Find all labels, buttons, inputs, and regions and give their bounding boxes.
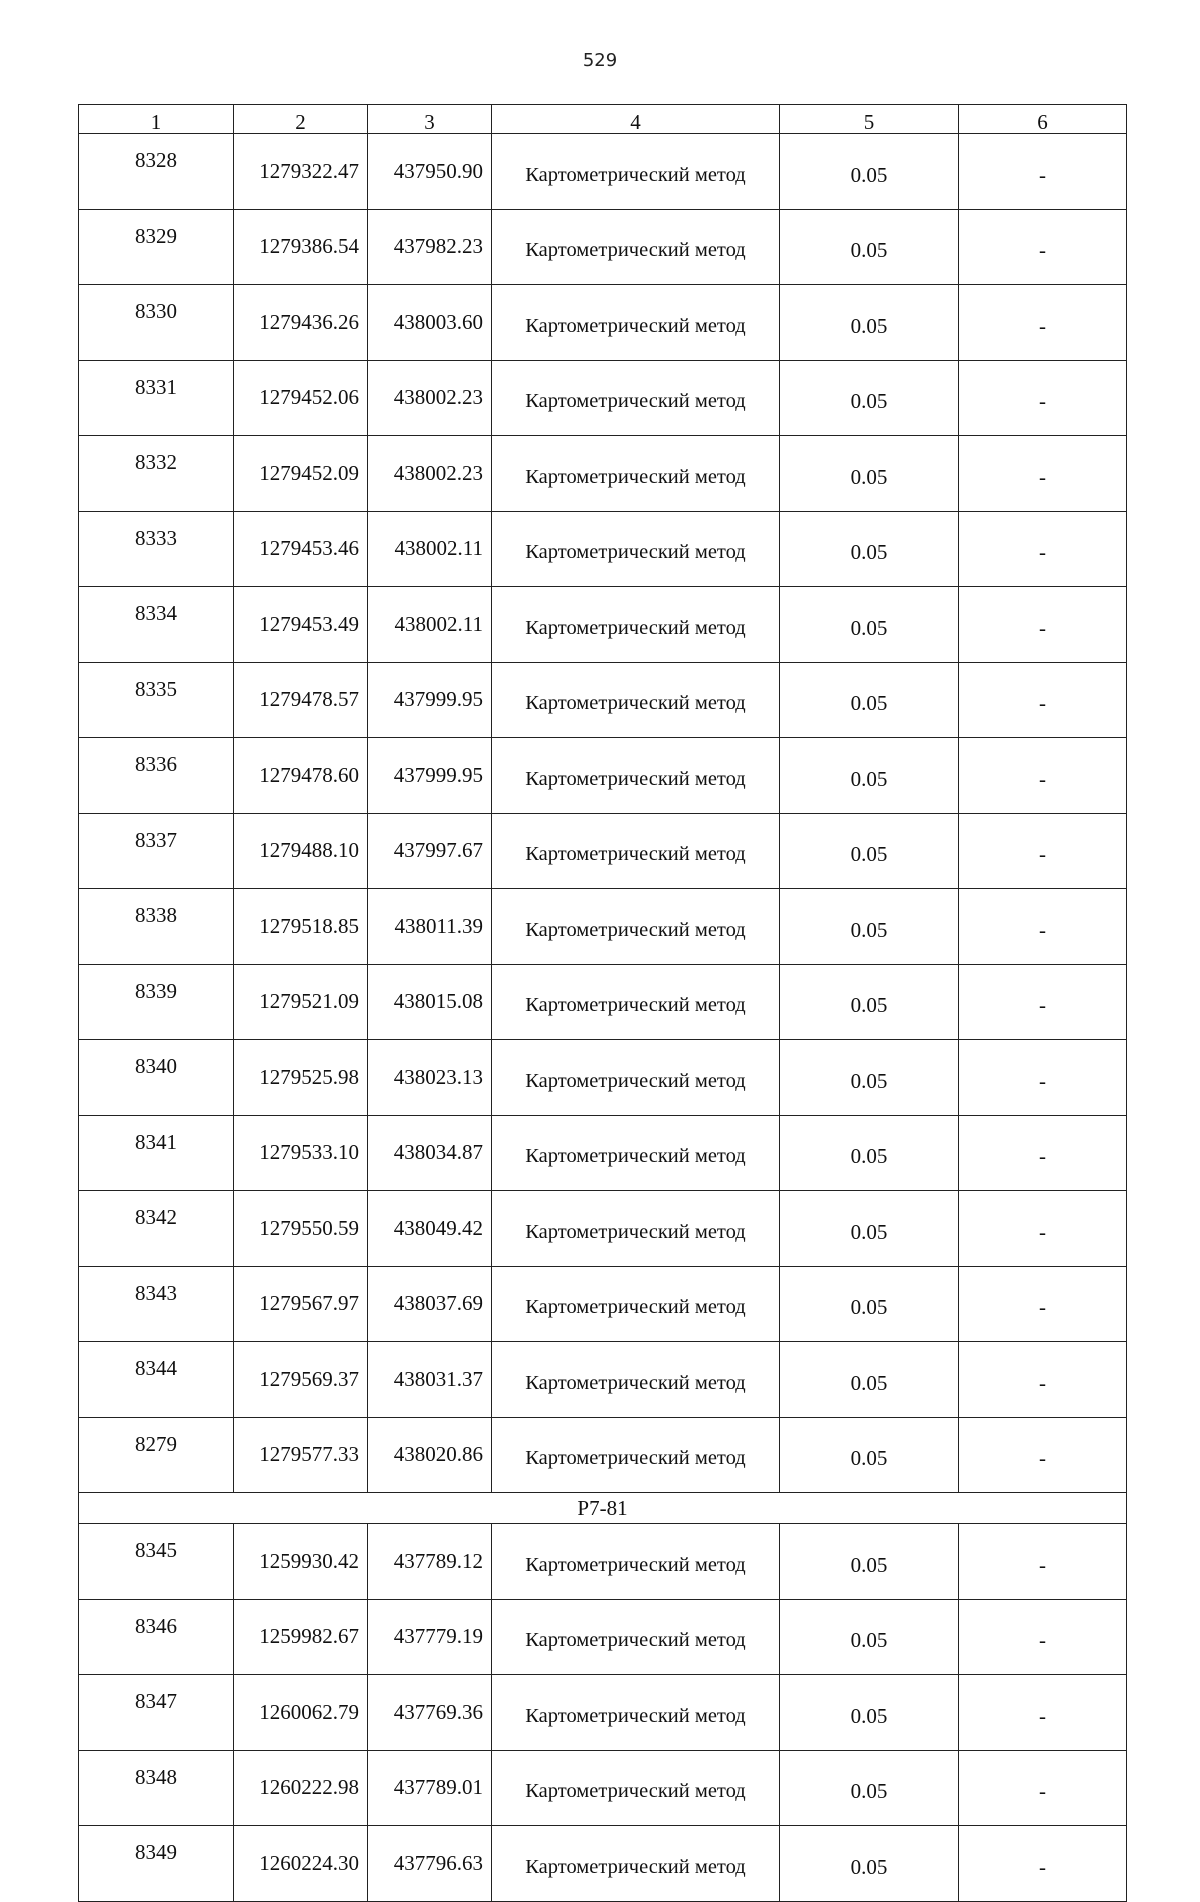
method-cell: Картометрический метод [492, 662, 780, 738]
table-row [79, 662, 1127, 738]
y-coordinate-cell: 438034.87 [368, 1115, 492, 1191]
table-row [79, 587, 1127, 663]
header-row [79, 105, 1127, 134]
y-coordinate-cell: 437796.63 [368, 1826, 492, 1902]
description-cell: - [959, 511, 1127, 587]
point-number-cell: 8331 [79, 360, 234, 436]
coordinates-table [78, 104, 1127, 1902]
method-cell: Картометрический метод [492, 1342, 780, 1418]
table-row [79, 738, 1127, 814]
point-number-cell: 8279 [79, 1417, 234, 1493]
column-header: 6 [959, 105, 1127, 134]
accuracy-cell: 0.05 [780, 1342, 959, 1418]
x-coordinate-cell: 1279452.09 [234, 436, 368, 512]
y-coordinate-cell: 438002.11 [368, 587, 492, 663]
y-coordinate-cell: 438020.86 [368, 1417, 492, 1493]
point-number-cell: 8336 [79, 738, 234, 814]
method-cell: Картометрический метод [492, 738, 780, 814]
table-row [79, 889, 1127, 965]
description-cell: - [959, 1750, 1127, 1826]
accuracy-cell: 0.05 [780, 285, 959, 361]
x-coordinate-cell: 1279567.97 [234, 1266, 368, 1342]
description-cell: - [959, 964, 1127, 1040]
accuracy-cell: 0.05 [780, 1599, 959, 1675]
table-row [79, 511, 1127, 587]
x-coordinate-cell: 1279569.37 [234, 1342, 368, 1418]
x-coordinate-cell: 1279521.09 [234, 964, 368, 1040]
table-row [79, 1675, 1127, 1751]
y-coordinate-cell: 437789.12 [368, 1524, 492, 1600]
point-number-cell: 8347 [79, 1675, 234, 1751]
accuracy-cell: 0.05 [780, 1417, 959, 1493]
table-row [79, 1599, 1127, 1675]
point-number-cell: 8337 [79, 813, 234, 889]
section-row [79, 1493, 1127, 1524]
accuracy-cell: 0.05 [780, 964, 959, 1040]
point-number-cell: 8343 [79, 1266, 234, 1342]
table-row [79, 134, 1127, 210]
x-coordinate-cell: 1279478.60 [234, 738, 368, 814]
column-header: 1 [79, 105, 234, 134]
method-cell: Картометрический метод [492, 436, 780, 512]
accuracy-cell: 0.05 [780, 360, 959, 436]
method-cell: Картометрический метод [492, 1417, 780, 1493]
y-coordinate-cell: 437789.01 [368, 1750, 492, 1826]
table-row [79, 1826, 1127, 1902]
y-coordinate-cell: 437999.95 [368, 738, 492, 814]
y-coordinate-cell: 438002.23 [368, 360, 492, 436]
method-cell: Картометрический метод [492, 1115, 780, 1191]
page-number: 529 [582, 50, 618, 71]
table-row [79, 1191, 1127, 1267]
accuracy-cell: 0.05 [780, 1266, 959, 1342]
x-coordinate-cell: 1259982.67 [234, 1599, 368, 1675]
column-header: 3 [368, 105, 492, 134]
y-coordinate-cell: 438049.42 [368, 1191, 492, 1267]
accuracy-cell: 0.05 [780, 511, 959, 587]
accuracy-cell: 0.05 [780, 436, 959, 512]
table-row [79, 1750, 1127, 1826]
description-cell: - [959, 1524, 1127, 1600]
description-cell: - [959, 1599, 1127, 1675]
x-coordinate-cell: 1279453.46 [234, 511, 368, 587]
x-coordinate-cell: 1279386.54 [234, 209, 368, 285]
point-number-cell: 8338 [79, 889, 234, 965]
x-coordinate-cell: 1279518.85 [234, 889, 368, 965]
table-row [79, 209, 1127, 285]
y-coordinate-cell: 438037.69 [368, 1266, 492, 1342]
x-coordinate-cell: 1279436.26 [234, 285, 368, 361]
method-cell: Картометрический метод [492, 813, 780, 889]
description-cell: - [959, 1040, 1127, 1116]
table-row [79, 1040, 1127, 1116]
description-cell: - [959, 889, 1127, 965]
point-number-cell: 8345 [79, 1524, 234, 1600]
method-cell: Картометрический метод [492, 1266, 780, 1342]
point-number-cell: 8341 [79, 1115, 234, 1191]
method-cell: Картометрический метод [492, 209, 780, 285]
point-number-cell: 8349 [79, 1826, 234, 1902]
table-row [79, 964, 1127, 1040]
x-coordinate-cell: 1279577.33 [234, 1417, 368, 1493]
description-cell: - [959, 134, 1127, 210]
method-cell: Картометрический метод [492, 889, 780, 965]
y-coordinate-cell: 438023.13 [368, 1040, 492, 1116]
x-coordinate-cell: 1279550.59 [234, 1191, 368, 1267]
y-coordinate-cell: 438015.08 [368, 964, 492, 1040]
point-number-cell: 8329 [79, 209, 234, 285]
description-cell: - [959, 738, 1127, 814]
description-cell: - [959, 813, 1127, 889]
accuracy-cell: 0.05 [780, 209, 959, 285]
x-coordinate-cell: 1279453.49 [234, 587, 368, 663]
method-cell: Картометрический метод [492, 587, 780, 663]
description-cell: - [959, 209, 1127, 285]
description-cell: - [959, 662, 1127, 738]
point-number-cell: 8334 [79, 587, 234, 663]
description-cell: - [959, 1417, 1127, 1493]
method-cell: Картометрический метод [492, 1524, 780, 1600]
x-coordinate-cell: 1279322.47 [234, 134, 368, 210]
point-number-cell: 8340 [79, 1040, 234, 1116]
table-row [79, 813, 1127, 889]
x-coordinate-cell: 1279488.10 [234, 813, 368, 889]
table-body [79, 134, 1127, 1902]
table-row [79, 1524, 1127, 1600]
description-cell: - [959, 436, 1127, 512]
column-header: 2 [234, 105, 368, 134]
description-cell: - [959, 285, 1127, 361]
description-cell: - [959, 587, 1127, 663]
description-cell: - [959, 1826, 1127, 1902]
point-number-cell: 8342 [79, 1191, 234, 1267]
table-row [79, 1266, 1127, 1342]
y-coordinate-cell: 437999.95 [368, 662, 492, 738]
accuracy-cell: 0.05 [780, 1750, 959, 1826]
method-cell: Картометрический метод [492, 285, 780, 361]
x-coordinate-cell: 1279478.57 [234, 662, 368, 738]
accuracy-cell: 0.05 [780, 134, 959, 210]
column-header: 4 [492, 105, 780, 134]
accuracy-cell: 0.05 [780, 1675, 959, 1751]
y-coordinate-cell: 438003.60 [368, 285, 492, 361]
x-coordinate-cell: 1279533.10 [234, 1115, 368, 1191]
x-coordinate-cell: 1260224.30 [234, 1826, 368, 1902]
point-number-cell: 8348 [79, 1750, 234, 1826]
table-row [79, 436, 1127, 512]
description-cell: - [959, 1115, 1127, 1191]
y-coordinate-cell: 438031.37 [368, 1342, 492, 1418]
accuracy-cell: 0.05 [780, 1826, 959, 1902]
method-cell: Картометрический метод [492, 1750, 780, 1826]
x-coordinate-cell: 1259930.42 [234, 1524, 368, 1600]
description-cell: - [959, 1675, 1127, 1751]
accuracy-cell: 0.05 [780, 738, 959, 814]
description-cell: - [959, 360, 1127, 436]
point-number-cell: 8330 [79, 285, 234, 361]
accuracy-cell: 0.05 [780, 587, 959, 663]
method-cell: Картометрический метод [492, 1826, 780, 1902]
accuracy-cell: 0.05 [780, 1524, 959, 1600]
accuracy-cell: 0.05 [780, 1191, 959, 1267]
method-cell: Картометрический метод [492, 134, 780, 210]
method-cell: Картометрический метод [492, 1191, 780, 1267]
description-cell: - [959, 1342, 1127, 1418]
section-label: Р7-81 [79, 1493, 1127, 1524]
table-row [79, 1115, 1127, 1191]
accuracy-cell: 0.05 [780, 662, 959, 738]
method-cell: Картометрический метод [492, 964, 780, 1040]
point-number-cell: 8346 [79, 1599, 234, 1675]
table-row [79, 285, 1127, 361]
method-cell: Картометрический метод [492, 360, 780, 436]
y-coordinate-cell: 437769.36 [368, 1675, 492, 1751]
table-row [79, 360, 1127, 436]
accuracy-cell: 0.05 [780, 889, 959, 965]
y-coordinate-cell: 438011.39 [368, 889, 492, 965]
y-coordinate-cell: 437997.67 [368, 813, 492, 889]
method-cell: Картометрический метод [492, 511, 780, 587]
column-header: 5 [780, 105, 959, 134]
method-cell: Картометрический метод [492, 1675, 780, 1751]
x-coordinate-cell: 1260222.98 [234, 1750, 368, 1826]
method-cell: Картометрический метод [492, 1040, 780, 1116]
method-cell: Картометрический метод [492, 1599, 780, 1675]
x-coordinate-cell: 1279452.06 [234, 360, 368, 436]
y-coordinate-cell: 437982.23 [368, 209, 492, 285]
y-coordinate-cell: 437779.19 [368, 1599, 492, 1675]
table-row [79, 1417, 1127, 1493]
point-number-cell: 8328 [79, 134, 234, 210]
y-coordinate-cell: 438002.23 [368, 436, 492, 512]
accuracy-cell: 0.05 [780, 813, 959, 889]
accuracy-cell: 0.05 [780, 1040, 959, 1116]
point-number-cell: 8335 [79, 662, 234, 738]
y-coordinate-cell: 437950.90 [368, 134, 492, 210]
x-coordinate-cell: 1279525.98 [234, 1040, 368, 1116]
point-number-cell: 8333 [79, 511, 234, 587]
accuracy-cell: 0.05 [780, 1115, 959, 1191]
point-number-cell: 8344 [79, 1342, 234, 1418]
point-number-cell: 8332 [79, 436, 234, 512]
point-number-cell: 8339 [79, 964, 234, 1040]
y-coordinate-cell: 438002.11 [368, 511, 492, 587]
table-row [79, 1342, 1127, 1418]
description-cell: - [959, 1266, 1127, 1342]
x-coordinate-cell: 1260062.79 [234, 1675, 368, 1751]
description-cell: - [959, 1191, 1127, 1267]
